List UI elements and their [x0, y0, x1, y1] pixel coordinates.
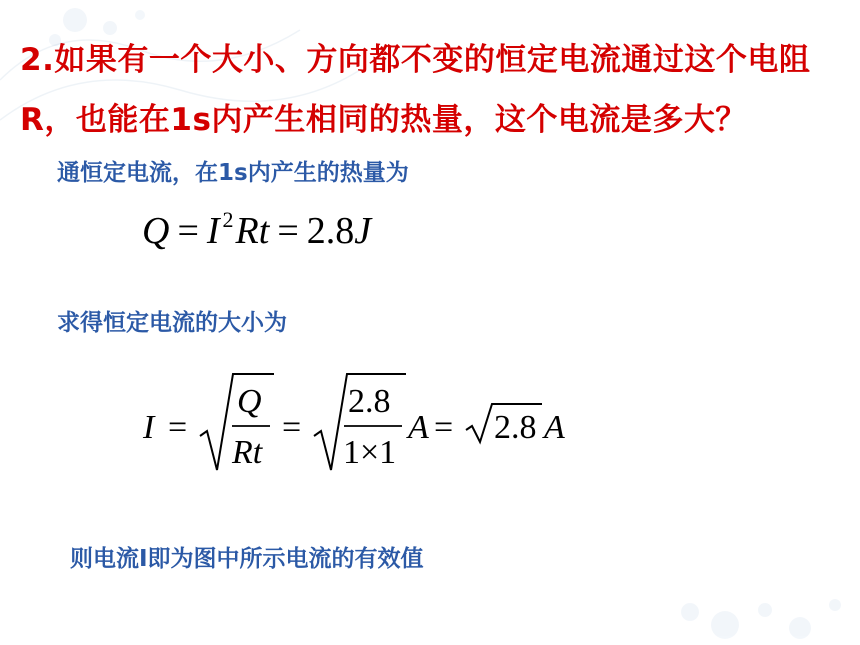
eq1-equals-1: =: [177, 210, 199, 252]
equation-current: [140, 370, 580, 475]
eq2-equals-3: =: [434, 409, 454, 446]
equation-heat: [142, 208, 371, 259]
eq1-rt: Rt: [235, 210, 270, 252]
eq1-equals-2: =: [277, 210, 299, 252]
eq1-unit: J: [354, 210, 372, 252]
eq2-frac1-den: Rt: [232, 434, 263, 471]
eq2-frac2-num: 2.8: [348, 383, 391, 420]
eq1-value: 2.8: [306, 210, 355, 252]
eq2-unit-2: A: [544, 409, 565, 446]
eq1-q: Q: [142, 210, 170, 252]
question-text: 2.如果有一个大小、方向都不变的恒定电流通过这个电阻R，也能在1s内产生相同的热量，这个电流是多大？: [20, 42, 811, 138]
eq2-frac2-den: 1×1: [343, 434, 397, 471]
eq2-radicand: 2.8: [494, 409, 537, 446]
eq1-i: I: [206, 210, 220, 252]
eq1-exponent: 2: [222, 207, 234, 232]
statement-effective-value: 则电流I即为图中所示电流的有效值: [70, 546, 424, 572]
eq2-lhs: I: [143, 409, 155, 446]
eq2-unit-1: A: [408, 409, 429, 446]
eq2-frac1-num: Q: [237, 383, 262, 420]
eq2-equals-1: =: [168, 409, 188, 446]
statement-heat: 通恒定电流，在1s内产生的热量为: [57, 160, 409, 186]
statement-current: 求得恒定电流的大小为: [57, 310, 287, 336]
eq2-equals-2: =: [282, 409, 302, 446]
